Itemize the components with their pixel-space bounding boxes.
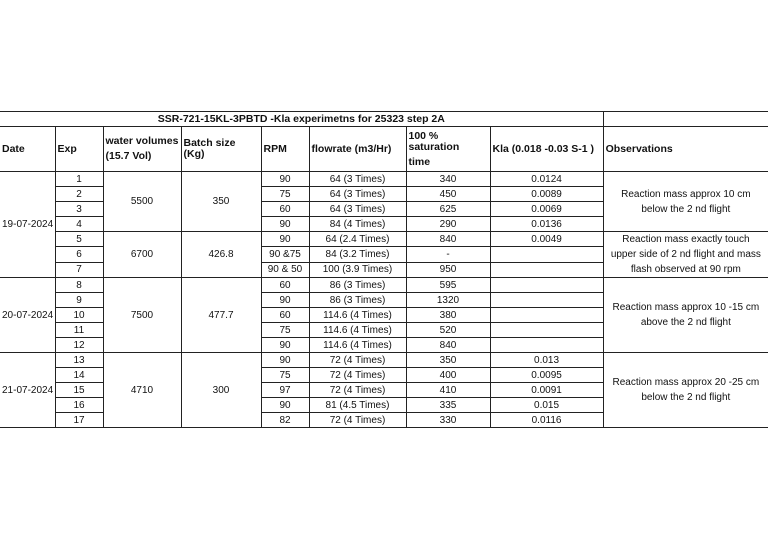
exp-cell: 12 — [55, 338, 103, 353]
saturation-time-cell: 410 — [406, 383, 490, 398]
water-volume-cell: 7500 — [103, 278, 181, 353]
header-saturation-line1: 100 % saturation — [408, 129, 460, 153]
rpm-cell: 82 — [261, 413, 309, 428]
observation-line: Reaction mass approx 10 cm — [621, 188, 751, 200]
saturation-time-cell: - — [406, 247, 490, 262]
kla-cell — [490, 262, 603, 277]
header-row — [0, 127, 768, 172]
rpm-cell: 60 — [261, 278, 309, 293]
flowrate-cell: 114.6 (4 Times) — [309, 308, 406, 323]
saturation-time-cell: 625 — [406, 202, 490, 217]
saturation-time-cell: 335 — [406, 398, 490, 413]
saturation-time-cell: 450 — [406, 187, 490, 202]
exp-cell: 11 — [55, 323, 103, 338]
exp-cell: 4 — [55, 217, 103, 232]
header-date: Date — [0, 127, 55, 172]
saturation-time-cell: 350 — [406, 353, 490, 368]
kla-cell: 0.0116 — [490, 413, 603, 428]
kla-cell: 0.0049 — [490, 232, 603, 247]
saturation-time-cell: 340 — [406, 172, 490, 187]
observation-line: below the 2 nd flight — [641, 203, 731, 215]
rpm-cell: 90 — [261, 353, 309, 368]
observation-line: above the 2 nd flight — [640, 317, 731, 328]
rpm-cell: 75 — [261, 368, 309, 383]
water-volume-cell: 5500 — [103, 172, 181, 232]
kla-cell: 0.013 — [490, 353, 603, 368]
flowrate-cell: 86 (3 Times) — [309, 293, 406, 308]
rpm-cell: 90 — [261, 217, 309, 232]
kla-cell: 0.0091 — [490, 383, 603, 398]
kla-cell — [490, 338, 603, 353]
header-water-volumes — [103, 127, 181, 172]
kla-cell: 0.0095 — [490, 368, 603, 383]
rpm-cell: 90 — [261, 293, 309, 308]
observation-line: upper side of 2 nd flight and mass — [610, 249, 761, 260]
saturation-time-cell: 330 — [406, 413, 490, 428]
header-water-volumes-line1: water volumes — [105, 135, 179, 147]
flowrate-cell: 114.6 (4 Times) — [309, 323, 406, 338]
flowrate-cell: 72 (4 Times) — [309, 368, 406, 383]
observation-line: below the 2 nd flight — [641, 392, 731, 403]
exp-cell: 2 — [55, 187, 103, 202]
saturation-time-cell: 840 — [406, 338, 490, 353]
flowrate-cell: 72 (4 Times) — [309, 353, 406, 368]
rpm-cell: 60 — [261, 202, 309, 217]
kla-cell: 0.0069 — [490, 202, 603, 217]
batch-size-cell: 477.7 — [181, 278, 261, 353]
rpm-cell: 60 — [261, 308, 309, 323]
saturation-time-cell: 400 — [406, 368, 490, 383]
batch-size-cell: 426.8 — [181, 232, 261, 278]
flowrate-cell: 84 (3.2 Times) — [309, 247, 406, 262]
kla-cell: 0.0136 — [490, 217, 603, 232]
flowrate-cell: 84 (4 Times) — [309, 217, 406, 232]
date-cell: 21-07-2024 — [0, 353, 55, 428]
table-title: SSR-721-15KL-3PBTD -Kla experimetns for 25323 step 2A — [0, 112, 603, 127]
batch-size-cell: 300 — [181, 353, 261, 428]
rpm-cell: 75 — [261, 187, 309, 202]
exp-cell: 9 — [55, 293, 103, 308]
table-row — [0, 278, 768, 293]
rpm-cell: 90 — [261, 172, 309, 187]
title-row — [0, 112, 768, 127]
saturation-time-cell: 840 — [406, 232, 490, 247]
exp-cell: 1 — [55, 172, 103, 187]
header-exp: Exp — [55, 127, 103, 172]
flowrate-cell: 86 (3 Times) — [309, 278, 406, 293]
kla-cell: 0.015 — [490, 398, 603, 413]
exp-cell: 13 — [55, 353, 103, 368]
kla-experiments-table — [0, 111, 768, 428]
kla-cell — [490, 293, 603, 308]
flowrate-cell: 81 (4.5 Times) — [309, 398, 406, 413]
observation-line: Reaction mass approx 20 -25 cm — [612, 377, 760, 388]
header-water-volumes-line2: (15.7 Vol) — [105, 150, 152, 162]
spreadsheet — [0, 111, 768, 431]
table-row — [0, 353, 768, 368]
saturation-time-cell: 950 — [406, 262, 490, 277]
exp-cell: 15 — [55, 383, 103, 398]
title-row-blank-cell — [603, 112, 768, 127]
rpm-cell: 90 &75 — [261, 247, 309, 262]
exp-cell: 10 — [55, 308, 103, 323]
observation-line: Reaction mass approx 10 -15 cm — [612, 302, 760, 313]
rpm-cell: 90 — [261, 232, 309, 247]
saturation-time-cell: 595 — [406, 278, 490, 293]
saturation-time-cell: 380 — [406, 308, 490, 323]
water-volume-cell: 4710 — [103, 353, 181, 428]
observation-cell — [603, 172, 768, 232]
rpm-cell: 90 — [261, 338, 309, 353]
exp-cell: 16 — [55, 398, 103, 413]
header-saturation-time — [406, 127, 490, 172]
flowrate-cell: 64 (3 Times) — [309, 187, 406, 202]
flowrate-cell: 72 (4 Times) — [309, 413, 406, 428]
observation-cell — [603, 278, 768, 353]
water-volume-cell: 6700 — [103, 232, 181, 278]
flowrate-cell: 64 (2.4 Times) — [309, 232, 406, 247]
kla-cell — [490, 247, 603, 262]
exp-cell: 7 — [55, 262, 103, 277]
flowrate-cell: 114.6 (4 Times) — [309, 338, 406, 353]
flowrate-cell: 72 (4 Times) — [309, 383, 406, 398]
kla-cell — [490, 308, 603, 323]
observation-line: flash observed at 90 rpm — [630, 264, 741, 275]
kla-cell — [490, 323, 603, 338]
date-cell: 19-07-2024 — [0, 172, 55, 278]
date-cell: 20-07-2024 — [0, 278, 55, 353]
rpm-cell: 90 & 50 — [261, 262, 309, 277]
header-rpm: RPM — [261, 127, 309, 172]
observation-line: Reaction mass exactly touch — [622, 234, 750, 245]
saturation-time-cell: 520 — [406, 323, 490, 338]
table-row — [0, 232, 768, 247]
table-row — [0, 172, 768, 187]
exp-cell: 17 — [55, 413, 103, 428]
batch-size-cell: 350 — [181, 172, 261, 232]
flowrate-cell: 100 (3.9 Times) — [309, 262, 406, 277]
rpm-cell: 97 — [261, 383, 309, 398]
kla-cell — [490, 278, 603, 293]
rpm-cell: 90 — [261, 398, 309, 413]
header-observations: Observations — [603, 127, 768, 172]
header-saturation-line2: time — [408, 155, 431, 168]
header-kla: Kla (0.018 -0.03 S-1 ) — [490, 127, 603, 172]
kla-cell: 0.0124 — [490, 172, 603, 187]
saturation-time-cell: 1320 — [406, 293, 490, 308]
saturation-time-cell: 290 — [406, 217, 490, 232]
flowrate-cell: 64 (3 Times) — [309, 202, 406, 217]
flowrate-cell: 64 (3 Times) — [309, 172, 406, 187]
exp-cell: 8 — [55, 278, 103, 293]
exp-cell: 14 — [55, 368, 103, 383]
kla-cell: 0.0089 — [490, 187, 603, 202]
header-batch-size: Batch size (Kg) — [181, 127, 261, 172]
rpm-cell: 75 — [261, 323, 309, 338]
observation-cell — [603, 232, 768, 278]
exp-cell: 3 — [55, 202, 103, 217]
observation-cell — [603, 353, 768, 428]
header-flowrate: flowrate (m3/Hr) — [309, 127, 406, 172]
exp-cell: 6 — [55, 247, 103, 262]
exp-cell: 5 — [55, 232, 103, 247]
